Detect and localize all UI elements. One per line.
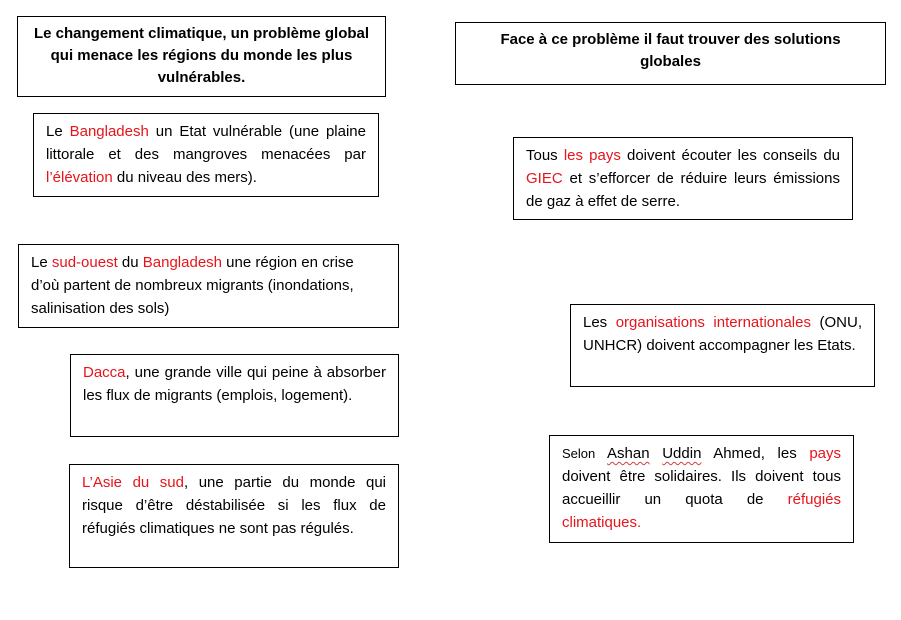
right-title-text: Face à ce problème il faut trouver des solutions globales xyxy=(500,31,841,70)
bangladesh-box: Le Bangladesh un Etat vulnérable (une plaine littorale et des mangroves menacées par l’élévation du niveau des mers). xyxy=(33,113,379,197)
ashan-uddin-box: Selon Ashan Uddin Ahmed, les pays doivent être solidaires. Ils doivent tous accueillir un quota de réfugiés climatiques. xyxy=(549,435,854,543)
highlight-asie-du-sud: L’Asie du sud xyxy=(82,474,184,491)
highlight-bangladesh-2: Bangladesh xyxy=(142,254,222,271)
asie-du-sud-box: L’Asie du sud, une partie du monde qui risque d’être déstabilisée si les flux de réfugiés climatiques ne sont pas régulés. xyxy=(69,464,399,568)
sud-ouest-box: Le sud-ouest du Bangladesh une région en crise d’où partent de nombreux migrants (inondations, salinisation des sols) xyxy=(18,244,399,328)
name-ashan: Ashan xyxy=(607,445,650,462)
dacca-box: Dacca, une grande ville qui peine à absorber les flux de migrants (emplois, logement). xyxy=(70,354,399,437)
left-title-box xyxy=(17,16,386,97)
highlight-sud-ouest: sud-ouest xyxy=(51,254,118,271)
highlight-pays: pays xyxy=(809,445,842,462)
highlight-organisations: organisations internationales xyxy=(615,314,811,331)
right-title-box xyxy=(455,22,886,85)
left-title-text: Le changement climatique, un problème global qui menace les régions du monde les plus vulnérables. xyxy=(33,25,370,86)
name-uddin: Uddin xyxy=(662,445,702,462)
highlight-giec: GIEC xyxy=(526,170,563,187)
highlight-refugies: réfugiés climatiques. xyxy=(562,491,841,531)
highlight-dacca: Dacca xyxy=(83,364,126,381)
highlight-elevation: l’élévation xyxy=(46,169,113,186)
highlight-bangladesh: Bangladesh xyxy=(69,123,149,140)
tous-les-pays-box: Tous les pays doivent écouter les conseils du GIEC et s’efforcer de réduire leurs émissions de gaz à effet de serre. xyxy=(513,137,853,220)
highlight-les-pays: les pays xyxy=(563,147,621,164)
organisations-box: Les organisations internationales (ONU, UNHCR) doivent accompagner les Etats. xyxy=(570,304,875,387)
